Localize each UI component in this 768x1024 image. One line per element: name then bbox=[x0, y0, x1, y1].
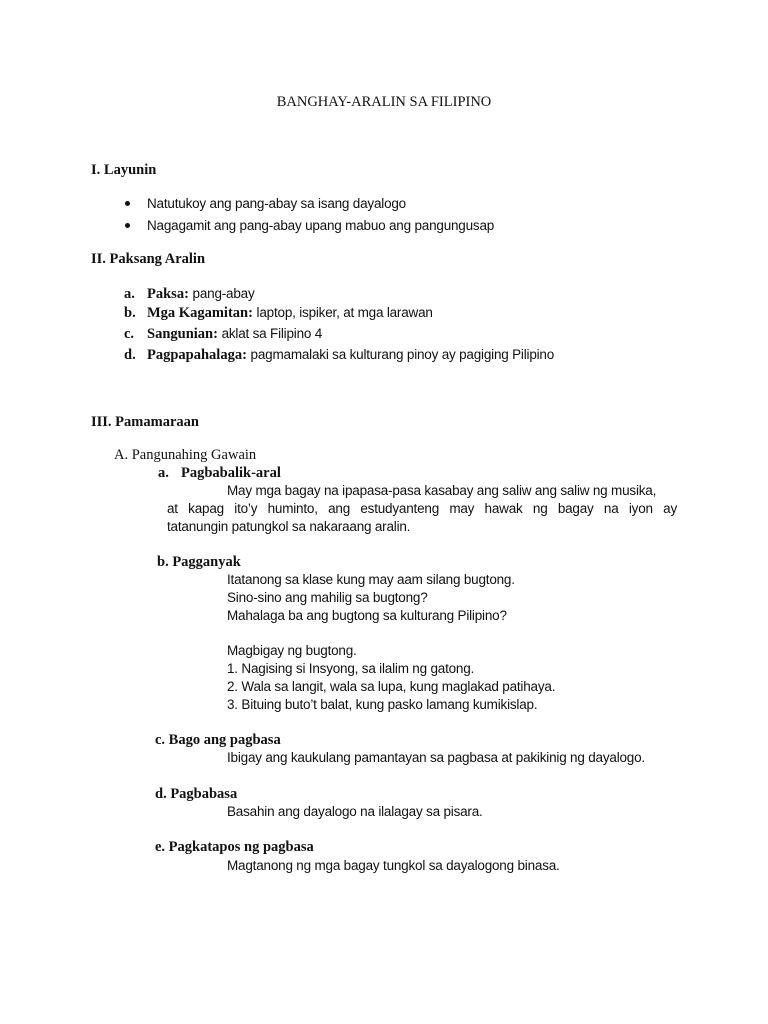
topic-item bbox=[147, 325, 322, 343]
paragraph-line: Mahalaga ba ang bugtong sa kulturang Pilipino? bbox=[227, 608, 507, 623]
objective-item: Nagagamit ang pang-abay upang mabuo ang pangungusap bbox=[147, 218, 495, 233]
bullet-icon bbox=[125, 201, 130, 206]
list-marker: c. bbox=[124, 326, 135, 342]
subsection-heading: A. Pangunahing Gawain bbox=[114, 447, 257, 463]
topic-label: Pagpapahalaga: bbox=[147, 347, 247, 363]
paragraph-line: Itatanong sa klase kung may aam silang bugtong. bbox=[227, 572, 515, 587]
activity-heading-bago-ang-pagbasa: c. Bago ang pagbasa bbox=[155, 732, 281, 748]
document-title: BANGHAY-ARALIN SA FILIPINO bbox=[276, 94, 492, 110]
activity-heading-pagganyak: b. Pagganyak bbox=[157, 554, 241, 570]
paragraph-line-justified bbox=[167, 500, 677, 518]
topic-value: pagmamalaki sa kulturang pinoy ay pagiging Pilipino bbox=[250, 347, 555, 362]
paragraph-line: tatanungin patungkol sa nakaraang aralin. bbox=[167, 519, 411, 534]
paragraph-line: Ibigay ang kaukulang pamantayan sa pagbasa at pakikinig ng dayalogo. bbox=[227, 750, 645, 765]
topic-label: Mga Kagamitan: bbox=[147, 305, 253, 321]
justified-line bbox=[167, 500, 677, 518]
topic-item bbox=[147, 304, 433, 322]
objective-item: Natutukoy ang pang-abay sa isang dayalogo bbox=[147, 196, 406, 211]
list-marker: a. bbox=[124, 286, 135, 302]
topic-value: pang-abay bbox=[192, 286, 255, 301]
paragraph-line: Basahin ang dayalogo na ilalagay sa pisara. bbox=[227, 804, 483, 819]
paragraph-line: May mga bagay na ipapasa-pasa kasabay ang saliw ang saliw ng musika, bbox=[227, 483, 657, 498]
topic-label: Paksa: bbox=[147, 286, 189, 302]
activity-heading-pagbabalik-aral: Pagbabalik-aral bbox=[181, 465, 281, 481]
riddle-item: 3. Bituing buto’t balat, kung pasko lamang kumikislap. bbox=[227, 697, 538, 712]
topic-value: aklat sa Filipino 4 bbox=[221, 326, 323, 341]
section-heading-layunin: I. Layunin bbox=[91, 162, 157, 178]
list-marker: d. bbox=[124, 347, 136, 363]
paragraph-line: Sino-sino ang mahilig sa bugtong? bbox=[227, 590, 428, 605]
riddle-item: 2. Wala sa langit, wala sa lupa, kung maglakad patihaya. bbox=[227, 679, 556, 694]
riddle-item: 1. Nagising si Insyong, sa ilalim ng gatong. bbox=[227, 661, 475, 676]
paragraph-line: at kapag ito’y huminto, ang estudyanteng may hawak ng bagay na iyon ay bbox=[167, 501, 677, 516]
section-heading-paksang-aralin: II. Paksang Aralin bbox=[91, 251, 206, 267]
paragraph-line: Magtanong ng mga bagay tungkol sa dayalogong binasa. bbox=[227, 858, 560, 873]
topic-value: laptop, ispiker, at mga larawan bbox=[256, 305, 433, 320]
activity-heading-pagkatapos-ng-pagbasa: e. Pagkatapos ng pagbasa bbox=[155, 839, 314, 855]
topic-item bbox=[147, 285, 255, 303]
bullet-icon bbox=[125, 223, 130, 228]
list-marker: b. bbox=[124, 305, 136, 321]
section-heading-pamamaraan: III. Pamamaraan bbox=[91, 414, 199, 430]
list-marker: a. bbox=[158, 465, 169, 481]
topic-item bbox=[147, 346, 554, 364]
topic-label: Sangunian: bbox=[147, 326, 218, 342]
activity-heading-pagbabasa: d. Pagbabasa bbox=[155, 786, 238, 802]
paragraph-line: Magbigay ng bugtong. bbox=[227, 643, 357, 658]
